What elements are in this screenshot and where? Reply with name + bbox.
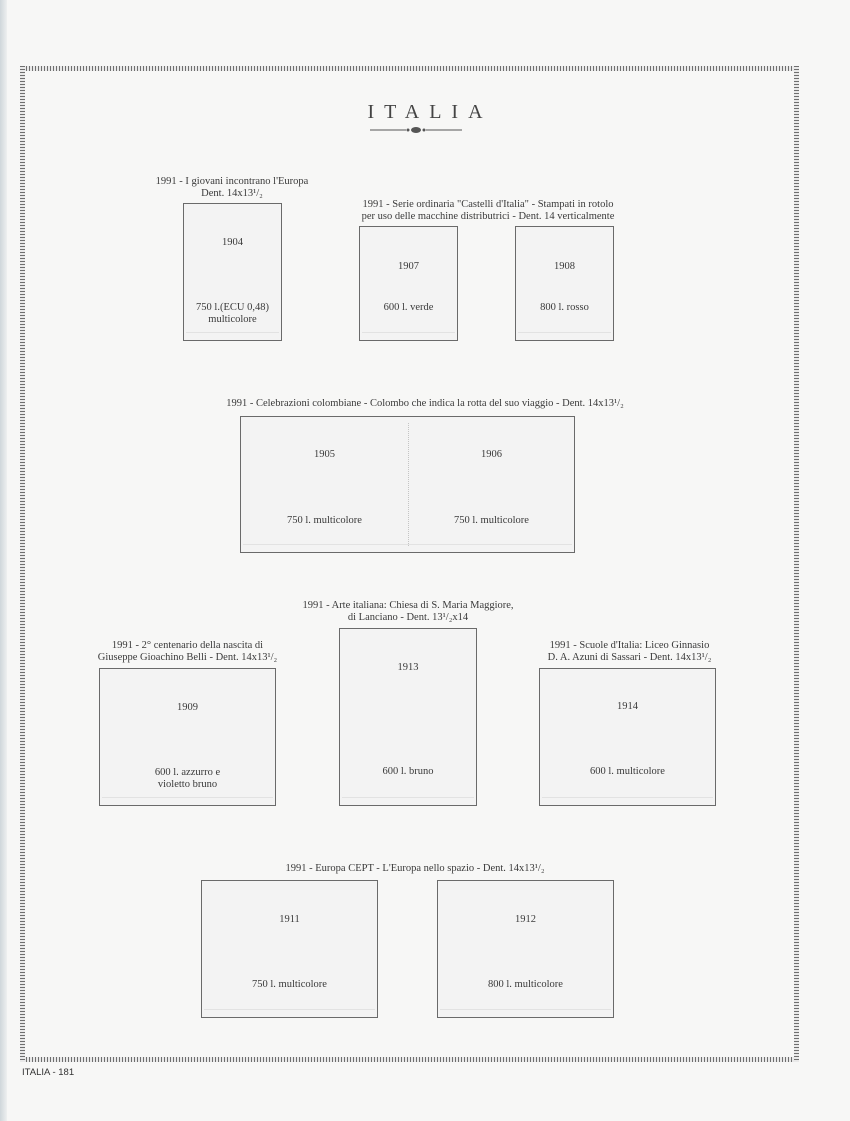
page-border-right bbox=[794, 66, 799, 1062]
stamp-number: 1904 bbox=[222, 237, 243, 248]
page-border-bottom bbox=[20, 1057, 799, 1062]
section-caption: 1991 - Arte italiana: Chiesa di S. Maria Maggiore, di Lanciano - Dent. 13¹/₂x14 bbox=[302, 600, 514, 623]
stamp-description: 800 l. multicolore bbox=[488, 979, 563, 990]
title-ornament-icon bbox=[370, 124, 462, 136]
stamp-number: 1907 bbox=[398, 261, 419, 272]
section-caption: 1991 - 2° centenario della nascita di Giuseppe Gioachino Belli - Dent. 14x13¹/₂ bbox=[97, 640, 278, 663]
page-footer: ITALIA - 181 bbox=[22, 1067, 75, 1078]
stamp-description: 750 l. multicolore bbox=[287, 515, 362, 526]
section-caption: 1991 - Scuole d'Italia: Liceo Ginnasio D. A. Azuni di Sassari - Dent. 14x13¹/₂ bbox=[547, 640, 712, 663]
stamp-description: 600 l. verde bbox=[383, 302, 434, 313]
stamp-mount[interactable] bbox=[183, 203, 282, 341]
pair-divider bbox=[408, 423, 409, 546]
section-caption: 1991 - I giovani incontrano l'Europa Dent. 14x13¹/₂ bbox=[155, 176, 309, 199]
stamp-mount[interactable] bbox=[437, 880, 614, 1018]
stamp-mount[interactable] bbox=[339, 628, 477, 806]
stamp-description: 600 l. bruno bbox=[382, 766, 434, 777]
stamp-description: 750 l. multicolore bbox=[252, 979, 327, 990]
section-caption: 1991 - Celebrazioni colombiane - Colombo che indica la rotta del suo viaggio - Dent. 14x13¹/₂ bbox=[226, 398, 624, 409]
stamp-description: 750 l.(ECU 0,48) multicolore bbox=[196, 302, 269, 325]
stamp-mount[interactable] bbox=[201, 880, 378, 1018]
stamp-description: 600 l. azzurro e violetto bruno bbox=[154, 767, 221, 790]
page-edge bbox=[0, 0, 7, 1121]
stamp-mount[interactable] bbox=[359, 226, 458, 341]
stamp-description: 600 l. multicolore bbox=[590, 766, 665, 777]
section-caption: 1991 - Europa CEPT - L'Europa nello spazio - Dent. 14x13¹/₂ bbox=[285, 863, 545, 874]
stamp-number: 1913 bbox=[397, 662, 419, 673]
stamp-mount[interactable] bbox=[515, 226, 614, 341]
stamp-number: 1914 bbox=[617, 701, 638, 712]
stamp-number: 1912 bbox=[515, 914, 536, 925]
stamp-mount[interactable] bbox=[99, 668, 276, 806]
page-border-top bbox=[20, 66, 799, 71]
stamp-description: 750 l. multicolore bbox=[454, 515, 529, 526]
page-border-left bbox=[20, 66, 25, 1062]
stamp-description: 800 l. rosso bbox=[540, 302, 589, 313]
stamp-number: 1911 bbox=[279, 914, 300, 925]
stamp-number: 1909 bbox=[177, 702, 198, 713]
stamp-pair-mount[interactable] bbox=[240, 416, 575, 553]
stamp-number: 1906 bbox=[481, 449, 502, 460]
section-caption: 1991 - Serie ordinaria "Castelli d'Italia" - Stampati in rotolo per uso delle macchine distributrici - Dent. 14 verticalmente bbox=[361, 199, 615, 222]
page-title: ITALIA bbox=[367, 101, 493, 123]
stamp-number: 1905 bbox=[314, 449, 335, 460]
stamp-number: 1908 bbox=[554, 261, 575, 272]
stamp-mount[interactable] bbox=[539, 668, 716, 806]
